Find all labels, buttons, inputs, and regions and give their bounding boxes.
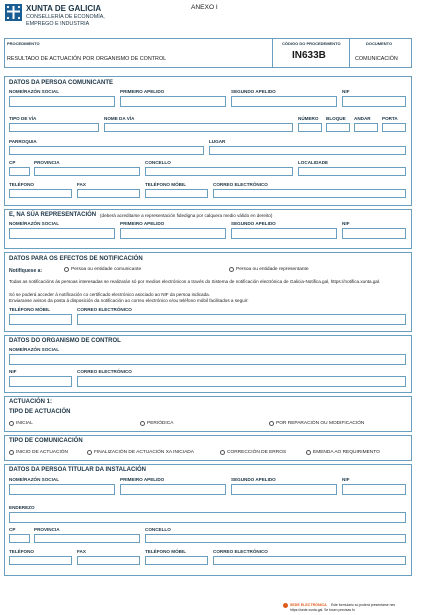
comunicante-cp-field[interactable]: [9, 167, 30, 176]
titular-correo-field[interactable]: [213, 556, 406, 565]
titular-telefono-movil-label: TELÉFONO MÓBIL: [145, 549, 187, 554]
comunicante-apelido2-field[interactable]: [231, 96, 337, 107]
org-name: XUNTA DE GALICIA: [26, 4, 102, 13]
procedure-value: RESULTADO DE ACTUACIÓN POR ORGANISMO DE CONTROL: [7, 56, 167, 62]
representacion-apelido1-field[interactable]: [120, 228, 226, 239]
comunicante-nome-via-field[interactable]: [104, 123, 293, 132]
procedure-label: PROCEDIMENTO: [7, 41, 40, 46]
comunicante-apelido1-field[interactable]: [120, 96, 226, 107]
comunicante-bloque-label: BLOQUE: [326, 116, 346, 121]
titular-cp-label: CP: [9, 527, 16, 532]
titular-telefono-movil-field[interactable]: [145, 556, 208, 565]
notifiquese-label: Notifíquese a:: [9, 268, 43, 274]
comunicante-numero-label: NÚMERO: [298, 116, 319, 121]
section-comunicante-title: DATOS DA PERSOA COMUNICANTE: [9, 80, 114, 86]
procedure-bar: [4, 38, 412, 68]
xunta-logo: [5, 4, 22, 21]
titular-provincia-field[interactable]: [34, 534, 140, 543]
titular-apelido2-label: SEGUNDO APELIDO: [231, 477, 276, 482]
comunicante-nome-label: NOME/RAZÓN SOCIAL: [9, 89, 60, 94]
section-comunicacion-title: TIPO DE COMUNICACIÓN: [9, 438, 83, 444]
titular-telefono-field[interactable]: [9, 556, 72, 565]
procedure-divider-2: [349, 38, 350, 68]
comunicante-andar-label: ANDAR: [354, 116, 371, 121]
dept-line-1: CONSELLERÍA DE ECONOMÍA,: [26, 14, 105, 20]
titular-nif-field[interactable]: [342, 484, 406, 495]
notificacion-telefono-movil-label: TELÉFONO MÓBIL: [9, 307, 51, 312]
saint-james-cross-icon: [5, 4, 22, 21]
titular-correo-label: CORREO ELECTRÓNICO: [213, 549, 268, 554]
comunicante-fax-label: FAX: [77, 182, 86, 187]
actuacion-periodica-radio[interactable]: [140, 421, 145, 426]
titular-nif-label: NIF: [342, 477, 350, 482]
section-representacion-title: E, NA SÚA REPRESENTACIÓN: [9, 212, 97, 218]
actuacion-reparacion-radio[interactable]: [269, 421, 274, 426]
comunicante-concello-field[interactable]: [145, 167, 293, 176]
titular-apelido1-label: PRIMEIRO APELIDO: [120, 477, 165, 482]
titular-apelido1-field[interactable]: [120, 484, 226, 495]
comunicacion-correccion-label: CORRECCIÓN DE ERROS: [227, 450, 287, 455]
representacion-nif-field[interactable]: [342, 228, 406, 239]
comunicante-cp-label: CP: [9, 160, 16, 165]
notify-representante-label: Persoa ou entidade representante: [236, 267, 309, 272]
comunicante-apelido2-label: SEGUNDO APELIDO: [231, 89, 276, 94]
section-notificacion-title: DATOS PARA OS EFECTOS DE NOTIFICACIÓN: [9, 256, 143, 262]
comunicante-telefono-field[interactable]: [9, 189, 72, 198]
titular-enderezo-label: ENDEREZO: [9, 505, 35, 510]
titular-telefono-label: TELÉFONO: [9, 549, 35, 554]
comunicacion-inicio-label: INICIO DE ACTUACIÓN: [16, 450, 68, 455]
comunicante-correo-field[interactable]: [213, 189, 406, 198]
document-value: COMUNICACIÓN: [355, 56, 398, 62]
representacion-apelido2-field[interactable]: [231, 228, 337, 239]
organismo-correo-field[interactable]: [77, 376, 406, 387]
titular-enderezo-field[interactable]: [9, 512, 406, 523]
comunicante-localidade-label: LOCALIDADE: [298, 160, 329, 165]
organismo-nome-field[interactable]: [9, 354, 406, 365]
comunicante-apelido1-label: PRIMEIRO APELIDO: [120, 89, 165, 94]
section-organismo-title: DATOS DO ORGANISMO DE CONTROL: [9, 338, 121, 344]
titular-apelido2-field[interactable]: [231, 484, 337, 495]
comunicante-nif-label: NIF: [342, 89, 350, 94]
representacion-apelido1-label: PRIMEIRO APELIDO: [120, 221, 165, 226]
sede-label: SEDE ELECTRÓNICA: [290, 603, 327, 607]
titular-cp-field[interactable]: [9, 534, 30, 543]
notificacion-paragraph-3: Enviaranse avisos da posta á disposición da notificación ao correo electrónico e/ou teléfono móbil facilitados a seguir:: [9, 298, 249, 303]
comunicante-telefono-movil-field[interactable]: [145, 189, 208, 198]
notificacion-paragraph-1: Todas as notificacións ás persoas interesadas se realizarán só por medios electrónicos a través do Sistema de notificación electrónica de Galicia-Notifica.gal, https://notifica.xunta.gal.: [9, 279, 381, 284]
comunicante-tipo-via-field[interactable]: [9, 123, 99, 132]
titular-fax-label: FAX: [77, 549, 86, 554]
notify-comunicante-radio[interactable]: [64, 267, 69, 272]
footer-note-line-1: Este formulario só poderá presentarse nes: [331, 603, 396, 607]
comunicante-localidade-field[interactable]: [298, 167, 406, 176]
comunicante-porta-field[interactable]: [382, 123, 406, 132]
section-actuacion-title: ACTUACIÓN 1:: [9, 399, 52, 405]
notificacion-correo-field[interactable]: [77, 314, 406, 325]
actuacion-periodica-label: PERIÓDICA: [147, 421, 174, 426]
representacion-apelido2-label: SEGUNDO APELIDO: [231, 221, 276, 226]
organismo-nif-field[interactable]: [9, 376, 72, 387]
comunicacion-finalizacion-radio[interactable]: [87, 450, 92, 455]
titular-nome-field[interactable]: [9, 484, 115, 495]
section-representacion-note: (deberá acreditarse a representación fidedigna por calquera medio válido en dereito): [100, 213, 273, 218]
dept-line-2: EMPREGO E INDUSTRIA: [26, 21, 90, 27]
comunicante-numero-field[interactable]: [298, 123, 322, 132]
comunicante-correo-label: CORREO ELECTRÓNICO: [213, 182, 268, 187]
actuacion-reparacion-label: POR REPARACIÓN OU MODIFICACIÓN: [276, 421, 365, 426]
comunicante-bloque-field[interactable]: [326, 123, 350, 132]
comunicante-lugar-label: LUGAR: [209, 139, 226, 144]
actuacion-inicial-radio[interactable]: [9, 421, 14, 426]
comunicacion-inicio-radio[interactable]: [9, 450, 14, 455]
comunicante-concello-label: CONCELLO: [145, 160, 171, 165]
comunicante-nome-via-label: NOME DA VÍA: [104, 116, 135, 121]
representacion-nome-field[interactable]: [9, 228, 115, 239]
actuacion-inicial-label: INICIAL: [16, 421, 33, 426]
comunicante-fax-field[interactable]: [77, 189, 140, 198]
comunicante-andar-field[interactable]: [354, 123, 378, 132]
comunicacion-emenda-label: EMENDA AO REQUIRIMENTO: [313, 450, 380, 455]
organismo-nif-label: NIF: [9, 369, 17, 374]
notify-comunicante-label: Persoa ou entidade comunicante: [71, 267, 142, 272]
section-titular-title: DATOS DA PERSOA TITULAR DA INSTALACIÓN: [9, 467, 146, 473]
titular-nome-label: NOME/RAZÓN SOCIAL: [9, 477, 60, 482]
comunicante-telefono-label: TELÉFONO: [9, 182, 35, 187]
notify-representante-radio[interactable]: [229, 267, 234, 272]
notificacion-telefono-movil-field[interactable]: [9, 314, 72, 325]
comunicacion-correccion-radio[interactable]: [220, 450, 225, 455]
procedure-code-value: IN633B: [292, 50, 326, 61]
procedure-divider-1: [272, 38, 273, 68]
titular-fax-field[interactable]: [77, 556, 140, 565]
titular-provincia-label: PROVINCIA: [34, 527, 60, 532]
footer-note-line-2: https://sede.xunta.gal. Se fosen precisas fo: [290, 608, 355, 612]
annex-label: ANEXO I: [191, 4, 218, 11]
comunicante-tipo-via-label: TIPO DE VÍA: [9, 116, 37, 121]
sede-icon: [283, 603, 288, 608]
representacion-nif-label: NIF: [342, 221, 350, 226]
titular-concello-field[interactable]: [145, 534, 406, 543]
comunicante-parroquia-label: PARROQUIA: [9, 139, 37, 144]
comunicante-nome-field[interactable]: [9, 96, 115, 107]
organismo-correo-label: CORREO ELECTRÓNICO: [77, 369, 132, 374]
comunicante-nif-field[interactable]: [342, 96, 406, 107]
tipo-actuacion-title: TIPO DE ACTUACIÓN: [9, 409, 71, 415]
comunicante-telefono-movil-label: TELÉFONO MÓBIL: [145, 182, 187, 187]
comunicante-porta-label: PORTA: [382, 116, 398, 121]
comunicacion-emenda-radio[interactable]: [306, 450, 311, 455]
titular-concello-label: CONCELLO: [145, 527, 171, 532]
comunicante-parroquia-field[interactable]: [9, 146, 204, 155]
comunicante-lugar-field[interactable]: [209, 146, 406, 155]
comunicante-provincia-field[interactable]: [34, 167, 140, 176]
comunicante-provincia-label: PROVINCIA: [34, 160, 60, 165]
document-label: DOCUMENTO: [366, 41, 393, 46]
notificacion-correo-label: CORREO ELECTRÓNICO: [77, 307, 132, 312]
organismo-nome-label: NOME/RAZÓN SOCIAL: [9, 347, 60, 352]
procedure-code-label: CÓDIGO DO PROCEDEMENTO: [282, 41, 341, 46]
notificacion-paragraph-2: Só se poderá acceder á notificación co certificado electrónico asociado ao NIF da persoa indicada.: [9, 292, 210, 297]
representacion-nome-label: NOME/RAZÓN SOCIAL: [9, 221, 60, 226]
comunicacion-finalizacion-label: FINALIZACIÓN DE ACTUACIÓN XA INICIADA: [94, 450, 194, 455]
